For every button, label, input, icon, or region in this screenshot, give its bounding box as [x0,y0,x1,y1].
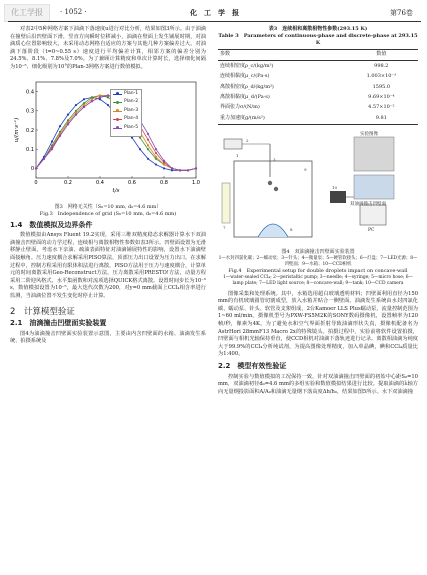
legend-entry [111,124,141,133]
table3-value: 4.57×10⁻² [368,104,395,111]
right-para-2: 控制实验与数值模拟的工况保持一致，针对双油滴撞击凹壁面的初始中心距S₀=10 mm，双油滴初径d₀=4.6 mm的多组实验和数值模拟结果进行比较。提取油滴的λ轴方向无量纲投影面积A/A₀和油滴无量纲下落高度Δh/h₀，结果如图5所示。水下双油滴撞 [218,373,418,395]
table3-param: 重力加速度g/(m/s²) [218,113,345,124]
peristaltic-pump [224,139,242,149]
table3-value: 9.81 [345,113,418,124]
journal-stamp: 化工学报 [4,4,50,22]
data-point [107,94,109,96]
data-point [147,144,149,146]
data-point [163,163,165,165]
section-1-4-title: 1.4 数值模拟及边界条件 [10,220,93,229]
legend-label: Plan-3 [124,107,139,113]
fig3-caption-cn: 图3 网格无关性（S₀=10 mm, d₀=4.6 mm） [54,203,162,210]
table-row [218,82,418,92]
x-tick-label: 0.8 [160,179,168,186]
right-para-1: 图像采集和处理系统。其中，水箱选用超白玻璃透明材料；凹壁面利用直径为150 mm的有机玻璃圆管切割成型，放入水箱并贴合一侧壁面。油滴发生系统由水封四氯化碳、蠕动泵、针头、软管及支架组成，2台Kamoer LLS Plus蠕动泵，流量控制范围为1~60 ml/min。摄像机型号为PXW-FS5M2K的SONY数码摄像机，设置帧率为120帧/秒，像素为4K。为了避免水和空气界面折射导致油滴形状失真，摄像机配备名为AstrHori 28mmF13 Macro 2x的特殊镜头。拍摄过程中，实验前将软件设置拍摄，凹壁面与相机光轴保持垂直，使CCD相机对油滴下落轨迹进行记录。离散相油滴为纯度大于99.9%的CCl₄分析纯试剂，为提高图像处理精度，加入单晶碘，碘和CCl₄质量比为1:400。 [218,290,418,358]
table3-param: 离散相密度ρ_d/(kg/m³) [220,83,274,90]
concave-wall [258,224,288,237]
table3-param: 离散相黏度μ_d/(Pa·s) [220,93,270,100]
data-point [59,125,61,127]
fig4-label-impact: 双油滴撞击凹壁面 [350,201,386,207]
table3-param: 连续相密度ρ_c/(kg/m³) [220,62,274,69]
fig3-caption-en: Fig.3 Independence of grid (S₀=10 mm, d₀=4.6 mm) [39,210,177,217]
x-tick-label: 0.4 [96,179,104,186]
table-row [218,93,418,103]
data-point [171,169,173,171]
data-point [155,148,157,150]
x-tick-label: 0.6 [128,179,136,186]
data-point [139,148,141,150]
x-tick-label: 0 [34,179,38,186]
section-2-2-title: 2.2 模型有效性验证 [218,361,287,370]
legend-label: Plan-2 [124,99,139,105]
table3-value: 998.2 [374,62,389,69]
data-point [147,148,149,150]
legend-marker [116,126,119,129]
data-point [171,167,173,169]
fig4-caption-en: Fig.4 Experimental setup for double droplets impact on concave-wall [228,267,408,274]
data-point [67,113,69,115]
data-point [147,157,149,159]
legend-marker [116,109,119,112]
table3-value: 1.003×10⁻³ [366,73,397,80]
right-column [218,26,418,396]
data-point [155,152,157,154]
data-point [91,98,93,100]
data-point [155,155,157,157]
y-tick-label: 0.1 [26,146,34,153]
svg-text:3: 3 [273,156,276,162]
droplet [268,180,272,184]
intro-paragraph: 对表2中5种网格方案下油滴下落速度u进行对比分析，结果如图3所示。由于油滴在撞壁后沿凹壁面下滑，竖直方向瞬时位移减小，油滴在壁面上发生铺展时期，对油滴质心位置影响较大，未采用动态网格自适应的方案与其他几种方案偏差过大。对油滴下落阶段（t=0~0.55 s）速度进行平均偏差计算，相邻方案的偏差分别为24.5%、8.1%、7.8%及7.0%。为了兼顾计算精度和单次计算时长，选择细化间隔为10⁻⁵、细化级别为10°的Plan-3网格方案进行数值模拟。 [10,26,206,70]
section-2-1-title: 2.1 油滴撞击凹壁面实验装置 [10,319,107,328]
volume-label: 第76卷 [390,9,413,17]
fig4-legend-cn: 1—水封四氯化碳；2—蠕动泵；3—针头；4—微量泵；5—硬管软接头；6—灯盘；7—LED光源；8—凹壁面；9—水箱；10—CCD相机 [218,255,418,267]
section-2-1-body: 图4为油滴撞击凹壁面实验装置示意图，主要由内含凹壁面的水箱、油滴发生系统、拍摄系统及 [10,330,206,345]
data-point [51,140,53,142]
data-point [107,104,109,106]
legend-entry [111,115,141,124]
svg-text:2: 2 [246,137,249,143]
table-row [218,103,418,113]
table3-header-value: 数值 [345,50,418,61]
data-point [147,138,149,140]
fig3-chart-container [10,76,206,204]
data-point [187,169,189,171]
experiment-photo [354,137,394,171]
data-point [51,148,53,150]
section-2-title: 2 计算模型验证 [10,306,75,317]
fig3-line-chart [10,76,206,204]
y-tick-label: 0.2 [26,127,34,134]
svg-text:10: 10 [332,184,338,190]
data-point [91,100,93,102]
data-point [155,163,157,165]
x-axis-label: t/s [112,187,120,194]
legend-label: Plan-4 [124,116,139,122]
legend-entry [111,90,141,99]
data-point [83,105,85,107]
fig4-caption-cn: 图4 双油滴撞击凹壁面实验装置 [281,248,355,255]
fig4-legend-en: 1—water-sealed CCl₄; 2—peristaltic pump; 3—needle; 4—syringe; 5—micro hose; 6—lamp plate; 7—LED light source; 8—concave-wall; 9—tank; 10—CCD camera [223,274,413,286]
svg-text:8: 8 [290,226,293,232]
data-point [91,96,93,98]
table3 [218,49,418,125]
y-tick-label: 0.3 [26,108,34,115]
y-tick-label: 0 [30,165,34,172]
svg-text:1: 1 [236,152,239,158]
legend-label: Plan-5 [124,124,139,130]
legend-marker [116,92,119,95]
fig4-schematic [218,131,418,249]
data-point [147,132,149,134]
table3-param: 界面张力σ/(N/m) [220,104,260,111]
legend-marker [116,118,119,121]
table3-value: 9.69×10⁻⁴ [368,93,395,100]
table3-param: 连续相黏度μ_c/(Pa·s) [220,73,270,80]
data-point [99,96,101,98]
x-tick-label: 1.0 [192,179,200,186]
fig3-legend [110,89,142,137]
data-point [83,98,85,100]
data-point [67,123,69,125]
fig4-label-photo: 实验图像 [360,131,378,137]
table-row [218,113,418,124]
left-column [10,26,206,346]
legend-entry [111,107,141,116]
header-rule [8,21,421,22]
data-point [163,159,165,161]
table-row [218,61,418,72]
svg-text:9: 9 [304,166,307,172]
table3-header-param: 参数 [218,50,345,61]
data-point [35,167,37,169]
y-axis-label: u/(m·s⁻¹) [14,117,20,142]
journal-title: 化 工 学 报 [190,8,239,17]
section-1-4-body: 数值模拟由Ansys Fluent 19.2实现，采用三维双精度稳态求解器计算水下双油滴撞击凹壁面的动力学过程，连续相与离散相物性参数如表3所示。凹壁面设置为无滑移静止壁面，考虑水下亲油、疏油表面特征对油滴铺展特性的影响，设置水下油滴壁面接触角。压力速度耦合求解采用PISO算法，顶部压力出口设置为压力出口。在求解过程中，控制方程采用有限体积法进行离散，PISO方法用于压力与速度耦合，计算单元的时间离散采用Geo-Reconstruct方法，压力离散采用PRESTO!方法，动量方程采用二阶迎风格式，水平集函数和对流项选择QUICK格式离散。设置时间步长为10⁻⁵ s，数值模拟设置为10⁻⁵，最大迭代次数为200，对y=0 mm截面上CCl₄相含率进行监测，当油滴位置不发生变化时停止计算。 [10,232,206,299]
data-point [83,102,85,104]
data-point [43,157,45,159]
fig4-label-pc: PC [368,227,375,233]
y-tick-label: 0.4 [26,88,34,95]
x-tick-label: 0.2 [64,179,72,186]
legend-entry [111,98,141,107]
impact-photo [354,175,394,199]
data-point [179,169,181,171]
droplet [274,186,278,190]
data-point [83,104,85,106]
led-light-source [222,183,230,223]
data-point [99,94,101,96]
data-point [99,98,101,100]
data-point [163,167,165,169]
data-point [195,167,197,169]
fig4-diagram [218,131,418,249]
page-number: · 1052 · [60,8,87,16]
data-point [59,134,61,136]
svg-text:7: 7 [223,224,226,230]
ccd-camera [330,191,346,203]
legend-marker [116,101,119,104]
table3-title-en: Table 3 Parameters of continuous-phase and discrete-phase at 293.15 K [218,33,418,46]
table-row [218,72,418,82]
legend-label: Plan-1 [124,90,139,96]
table3-title-cn: 表3 连续相和离散相物性参数(293.15 K) [268,26,368,32]
data-point [75,113,77,115]
table3-value: 1595.0 [372,83,391,90]
data-point [75,104,77,106]
data-point [107,96,109,98]
